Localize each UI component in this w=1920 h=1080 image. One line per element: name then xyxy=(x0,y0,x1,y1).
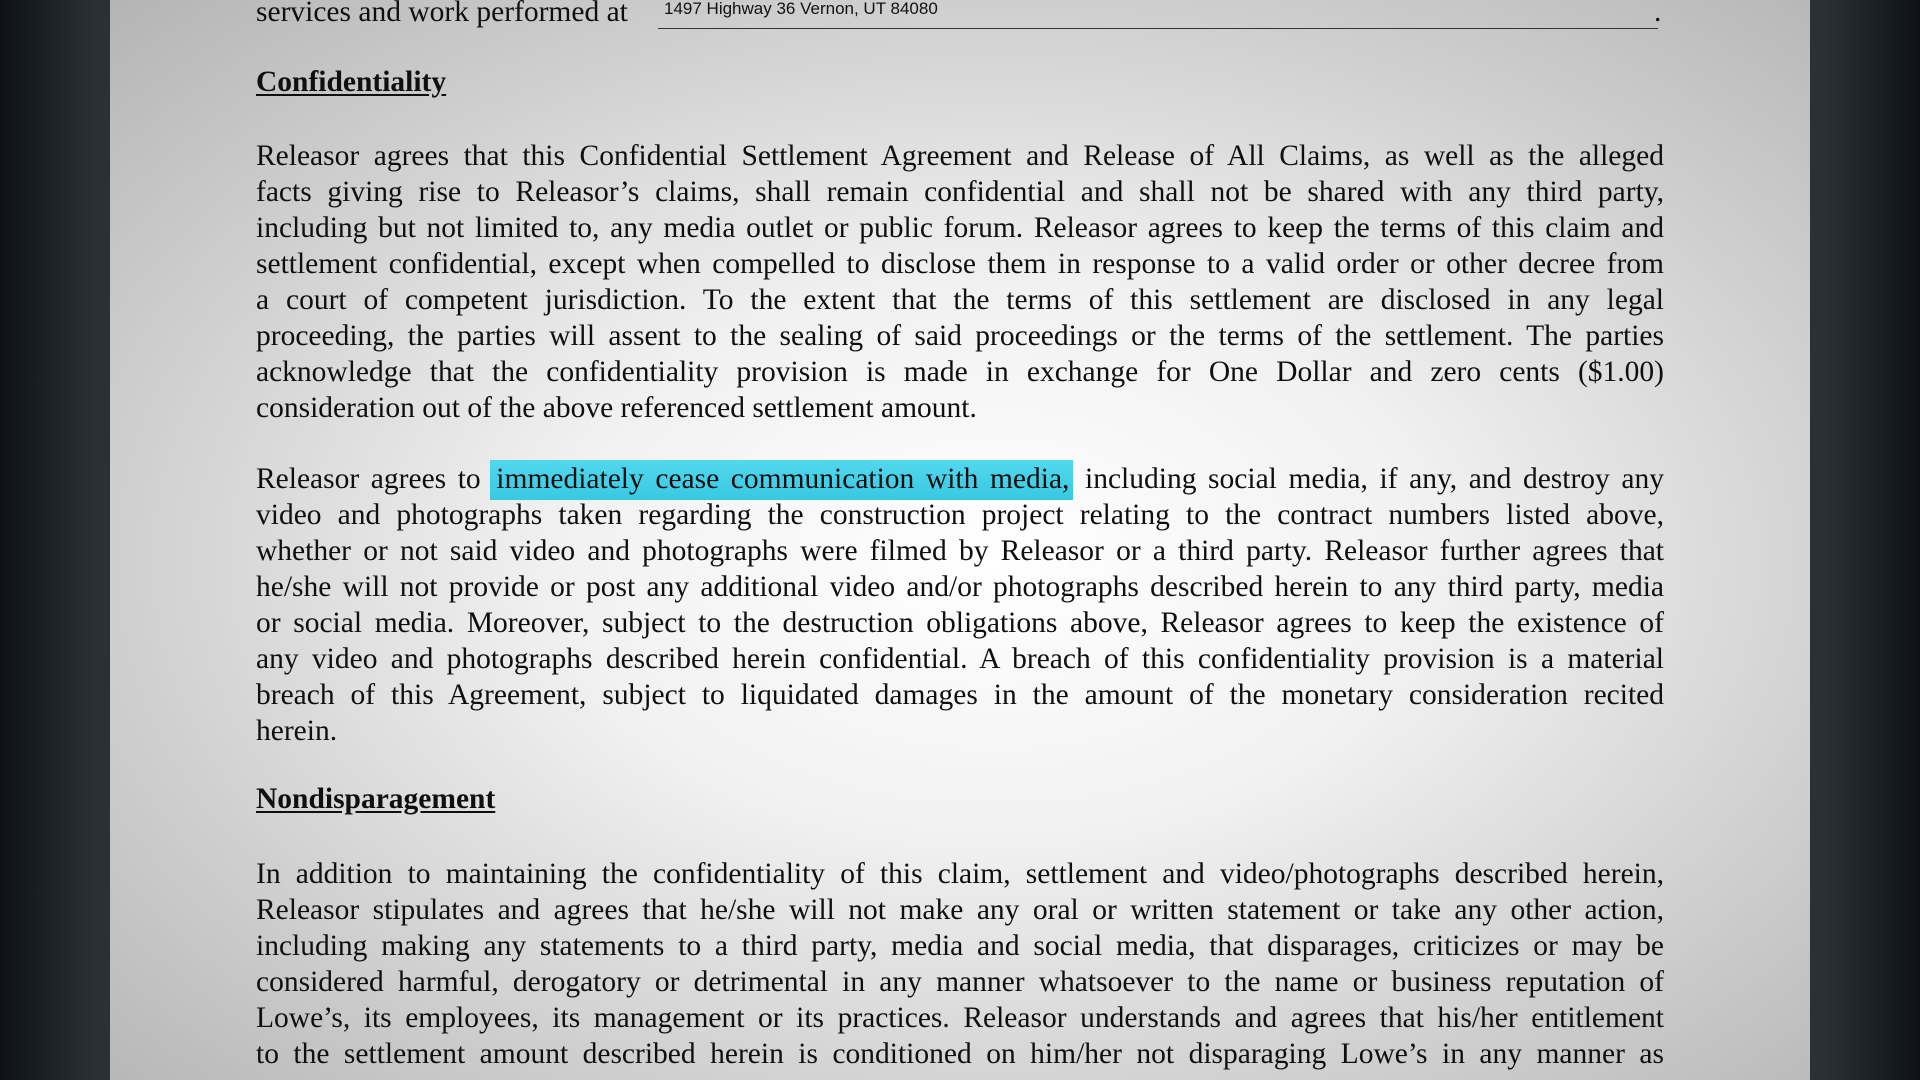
paragraph-line-first xyxy=(256,461,1664,497)
paragraph-line: proceeding, the parties will assent to the sealing of said proceedings or the terms of the settlement. The parties xyxy=(256,320,1664,352)
confidentiality-heading: Confidentiality xyxy=(256,66,447,98)
paragraph-line: including making any statements to a third party, media and social media, that disparages, criticizes or may be xyxy=(256,930,1664,962)
paragraph-line: breach of this Agreement, subject to liquidated damages in the amount of the monetary consideration recited xyxy=(256,679,1664,711)
document-page xyxy=(110,0,1810,1080)
paragraph-line: Releasor stipulates and agrees that he/she will not make any oral or written statement or take any other action, xyxy=(256,894,1664,926)
paragraph-line: a court of competent jurisdiction. To the extent that the terms of this settlement are disclosed in any legal xyxy=(256,284,1664,316)
intro-trailing-period: . xyxy=(1654,0,1662,28)
paragraph-line: whether or not said video and photographs were filmed by Releasor or a third party. Releasor further agrees that xyxy=(256,535,1664,567)
paragraph-line: facts giving rise to Releasor’s claims, shall remain confidential and shall not be shared with any third party, xyxy=(256,176,1664,208)
paragraph-line: video and photographs taken regarding the construction project relating to the contract numbers listed above, xyxy=(256,499,1664,531)
address-value: 1497 Highway 36 Vernon, UT 84080 xyxy=(664,0,938,18)
text-after-highlight: including social media, if any, and destroy any xyxy=(1085,463,1664,495)
nondisparagement-paragraph xyxy=(256,856,1664,1072)
intro-lead-text: services and work performed at xyxy=(256,0,628,28)
paragraph-line: Releasor agrees that this Confidential Settlement Agreement and Release of All Claims, as well as the alleged xyxy=(256,140,1664,172)
paragraph-line: including but not limited to, any media outlet or public forum. Releasor agrees to keep the terms of this claim and xyxy=(256,212,1664,244)
confidentiality-paragraph-2 xyxy=(256,461,1664,749)
paragraph-line: he/she will not provide or post any additional video and/or photographs described herein to any third party, media xyxy=(256,571,1664,603)
confidentiality-paragraph-1 xyxy=(256,138,1664,426)
paragraph-line: consideration out of the above referenced settlement amount. xyxy=(256,392,977,424)
paragraph-line: considered harmful, derogatory or detrimental in any manner whatsoever to the name or business reputation of xyxy=(256,966,1664,998)
paragraph-line: settlement confidential, except when compelled to disclose them in response to a valid order or other decree from xyxy=(256,248,1664,280)
paragraph-line: Lowe’s, its employees, its management or its practices. Releasor understands and agrees that his/her entitlement xyxy=(256,1002,1664,1034)
paragraph-line: any video and photographs described herein confidential. A breach of this confidentiality provision is a material xyxy=(256,643,1664,675)
paragraph-line: herein. xyxy=(256,715,338,747)
address-field xyxy=(658,0,1658,29)
highlighted-text: immediately cease communication with media, xyxy=(490,460,1073,500)
paragraph-line: or social media. Moreover, subject to the destruction obligations above, Releasor agrees to keep the existence of xyxy=(256,607,1664,639)
paragraph-line: acknowledge that the confidentiality provision is made in exchange for One Dollar and zero cents ($1.00) xyxy=(256,356,1664,388)
nondisparagement-heading: Nondisparagement xyxy=(256,783,496,815)
text-before-highlight: Releasor agrees to xyxy=(256,463,481,495)
paragraph-line: to the settlement amount described herein is conditioned on him/her not disparaging Lowe’s in any manner as xyxy=(256,1038,1664,1070)
paragraph-line: In addition to maintaining the confidentiality of this claim, settlement and video/photographs described herein, xyxy=(256,858,1664,890)
